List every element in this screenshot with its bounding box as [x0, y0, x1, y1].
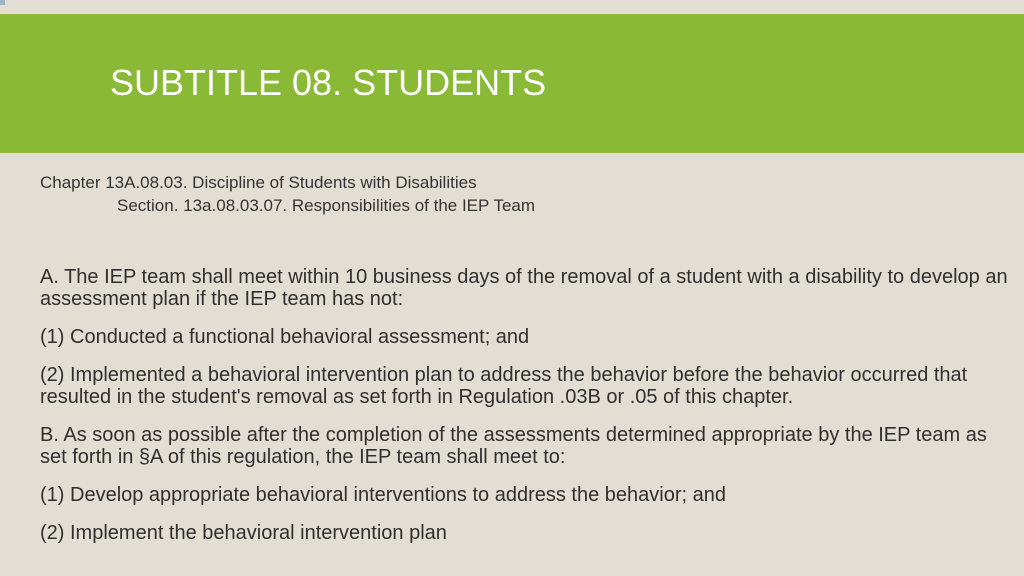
paragraph-b: B. As soon as possible after the completion of the assessments determined appropriate by the IEP team as set forth in §A of this regulation, the IEP team shall meet to: — [40, 424, 987, 468]
section-heading: Section. 13a.08.03.07. Responsibilities of the IEP Team — [117, 196, 536, 215]
paragraph-a-1: (1) Conducted a functional behavioral assessment; and — [40, 326, 530, 348]
paragraph-b-2: (2) Implement the behavioral intervention plan — [40, 522, 447, 544]
body-text — [40, 266, 1015, 560]
paragraph-a: A. The IEP team shall meet within 10 business days of the removal of a student with a disability to develop an assessment plan if the IEP team has not: — [40, 266, 1008, 310]
corner-mark — [0, 0, 5, 5]
paragraph-b-1: (1) Develop appropriate behavioral interventions to address the behavior; and — [40, 484, 726, 506]
chapter-heading: Chapter 13A.08.03. Discipline of Students with Disabilities — [40, 173, 477, 192]
slide-title: SUBTITLE 08. STUDENTS — [110, 62, 547, 103]
paragraph-a-2: (2) Implemented a behavioral intervention plan to address the behavior before the behavior occurred that resulted in the student's removal as set forth in Regulation .03B or .05 of this chapter. — [40, 364, 968, 408]
